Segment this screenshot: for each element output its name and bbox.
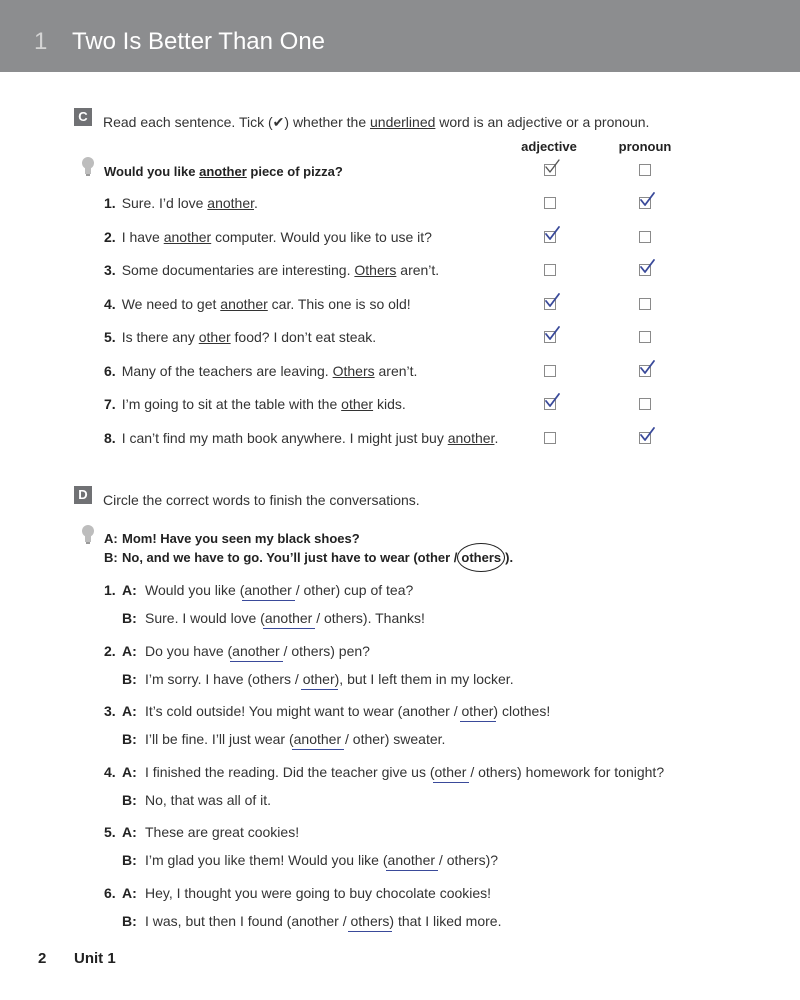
- underlined-word: another: [447, 429, 495, 446]
- option-word[interactable]: others: [291, 642, 331, 659]
- line-text: Hey, I thought you were going to buy chocolate cookies!: [145, 885, 492, 901]
- check-mark-icon: [639, 360, 655, 376]
- unit-header: [0, 0, 800, 72]
- speaker-label: A:: [104, 531, 118, 546]
- lightbulb-icon: [80, 524, 96, 546]
- speaker-label: A:: [122, 642, 137, 659]
- speaker-label: B:: [104, 550, 118, 565]
- line-text: It’s cold outside! You might want to wear (another / other) clothes!: [145, 703, 551, 720]
- option-word[interactable]: another: [402, 703, 450, 720]
- checkbox-adjective[interactable]: [544, 231, 556, 243]
- option-word[interactable]: other: [461, 703, 494, 720]
- item-number: 3.: [104, 262, 116, 278]
- sentence-row: 6. Many of the teachers are leaving. Others aren’t.: [104, 362, 418, 379]
- speaker-label: B:: [122, 731, 137, 748]
- line-text: No, that was all of it.: [145, 791, 272, 808]
- speaker-label: B:: [122, 670, 137, 687]
- line-text: I was, but then I found (another / others) that I liked more.: [145, 913, 502, 929]
- check-mark-icon: [639, 192, 655, 208]
- line-text: These are great cookies!: [145, 824, 300, 841]
- sentence-row: 8. I can’t find my math book anywhere. I might just buy another.: [104, 429, 499, 446]
- underlined-word: another: [199, 164, 247, 179]
- item-number: 4.: [104, 763, 116, 780]
- option-word[interactable]: other: [302, 670, 335, 687]
- sentence-row: 4. We need to get another car. This one is so old!: [104, 295, 411, 312]
- checkbox-pronoun[interactable]: [639, 298, 651, 310]
- section-d-instruction: Circle the correct words to finish the conversations.: [103, 492, 420, 508]
- option-word[interactable]: others: [350, 913, 390, 929]
- option-word[interactable]: other: [352, 731, 385, 748]
- checkbox-adjective[interactable]: [544, 365, 556, 377]
- sentence-row: 2. I have another computer. Would you like to use it?: [104, 228, 432, 245]
- check-mark-icon: [639, 259, 655, 275]
- option-word[interactable]: another: [293, 731, 342, 748]
- checkbox-adjective[interactable]: [544, 398, 556, 410]
- sentence-row: 1. Sure. I’d love another.: [104, 195, 258, 211]
- option-word[interactable]: another: [232, 642, 280, 659]
- checkbox-pronoun[interactable]: [639, 398, 651, 410]
- line-text: I’m sorry. I have (others / other), but I left them in my locker.: [145, 670, 514, 687]
- unit-title: Two Is Better Than One: [72, 28, 326, 55]
- check-mark-icon: [544, 393, 560, 409]
- option-word[interactable]: others: [478, 763, 518, 780]
- example-sentence: Would you like another piece of pizza?: [104, 164, 343, 179]
- checkbox-pronoun[interactable]: [639, 197, 651, 209]
- example-a-text: Mom! Have you seen my black shoes?: [122, 531, 360, 546]
- option-word[interactable]: others: [446, 852, 486, 869]
- option-word[interactable]: another: [387, 852, 436, 869]
- checkbox-adjective[interactable]: [544, 264, 556, 276]
- section-c-badge: C: [74, 108, 92, 126]
- item-number: 6.: [104, 885, 116, 901]
- circled-answer[interactable]: others: [457, 543, 505, 572]
- option-word[interactable]: others: [252, 670, 292, 687]
- check-mark-icon: [639, 427, 655, 443]
- checkbox-adjective[interactable]: [544, 197, 556, 209]
- item-number: 2.: [104, 642, 116, 659]
- checkbox-pronoun[interactable]: [639, 432, 651, 444]
- line-text: Would you like (another / other) cup of tea?: [145, 582, 414, 598]
- speaker-label: B:: [122, 791, 137, 808]
- speaker-label: A:: [122, 885, 137, 901]
- speaker-label: B:: [122, 852, 137, 869]
- item-number: 7.: [104, 396, 116, 412]
- check-mark-icon: [544, 326, 560, 342]
- option-word[interactable]: another: [264, 610, 313, 626]
- check-mark-icon: [544, 293, 560, 309]
- checkbox-pronoun[interactable]: [639, 164, 651, 176]
- checkbox-pronoun[interactable]: [639, 231, 651, 243]
- page-number: 2: [38, 950, 47, 967]
- check-mark-icon: [544, 159, 560, 175]
- option-word[interactable]: another: [244, 582, 292, 598]
- option-word[interactable]: other: [434, 763, 467, 780]
- speaker-label: B:: [122, 913, 137, 929]
- checkbox-adjective[interactable]: [544, 432, 556, 444]
- item-number: 2.: [104, 228, 116, 245]
- sentence-row: 7. I’m going to sit at the table with the other kids.: [104, 396, 406, 412]
- footer-unit-label: Unit 1: [74, 950, 116, 967]
- section-d-badge: D: [74, 486, 92, 504]
- underlined-word: other: [341, 396, 374, 412]
- unit-number: 1: [34, 28, 48, 55]
- underlined-word: Others: [354, 262, 397, 278]
- underlined-word: another: [207, 195, 255, 211]
- checkbox-adjective[interactable]: [544, 298, 556, 310]
- underlined-word: another: [163, 228, 212, 245]
- checkbox-pronoun[interactable]: [639, 264, 651, 276]
- column-header-adjective: adjective: [521, 139, 577, 154]
- line-text: I finished the reading. Did the teacher give us (other / others) homework for tonight?: [145, 763, 665, 780]
- line-text: Do you have (another / others) pen?: [145, 642, 370, 659]
- check-mark-icon: [544, 226, 560, 242]
- option-word[interactable]: others: [324, 610, 363, 626]
- speaker-label: B:: [122, 610, 137, 626]
- lightbulb-icon: [80, 156, 96, 178]
- checkbox-pronoun[interactable]: [639, 365, 651, 377]
- speaker-label: A:: [122, 582, 137, 598]
- item-number: 3.: [104, 703, 116, 720]
- checkbox-adjective[interactable]: [544, 164, 556, 176]
- section-c-instruction: Read each sentence. Tick (✔) whether the underlined word is an adjective or a pronoun.: [103, 114, 650, 130]
- speaker-label: A:: [122, 824, 137, 841]
- line-text: I’ll be fine. I’ll just wear (another / other) sweater.: [145, 731, 446, 748]
- sentence-row: 3. Some documentaries are interesting. Others aren’t.: [104, 262, 440, 278]
- checkbox-pronoun[interactable]: [639, 331, 651, 343]
- line-text: I’m glad you like them! Would you like (another / others)?: [145, 852, 499, 869]
- underlined-word: other: [198, 329, 231, 345]
- item-number: 1.: [104, 195, 116, 211]
- item-number: 4.: [104, 295, 116, 312]
- option-word[interactable]: other: [303, 582, 336, 598]
- speaker-label: A:: [122, 763, 137, 780]
- item-number: 1.: [104, 582, 116, 598]
- tick-symbol: ✔: [272, 114, 285, 130]
- underlined-word: Others: [332, 362, 375, 379]
- column-header-pronoun: pronoun: [618, 139, 672, 154]
- checkbox-adjective[interactable]: [544, 331, 556, 343]
- item-number: 8.: [104, 429, 116, 446]
- sentence-row: 5. Is there any other food? I don’t eat steak.: [104, 329, 377, 345]
- underlined-word: another: [220, 295, 268, 312]
- item-number: 5.: [104, 329, 116, 345]
- speaker-label: A:: [122, 703, 137, 720]
- option-word[interactable]: another: [291, 913, 339, 929]
- item-number: 5.: [104, 824, 116, 841]
- example-b-text: No, and we have to go. You’ll just have to wear (other / others ).: [122, 550, 513, 565]
- item-number: 6.: [104, 362, 116, 379]
- line-text: Sure. I would love (another / others). Thanks!: [145, 610, 425, 626]
